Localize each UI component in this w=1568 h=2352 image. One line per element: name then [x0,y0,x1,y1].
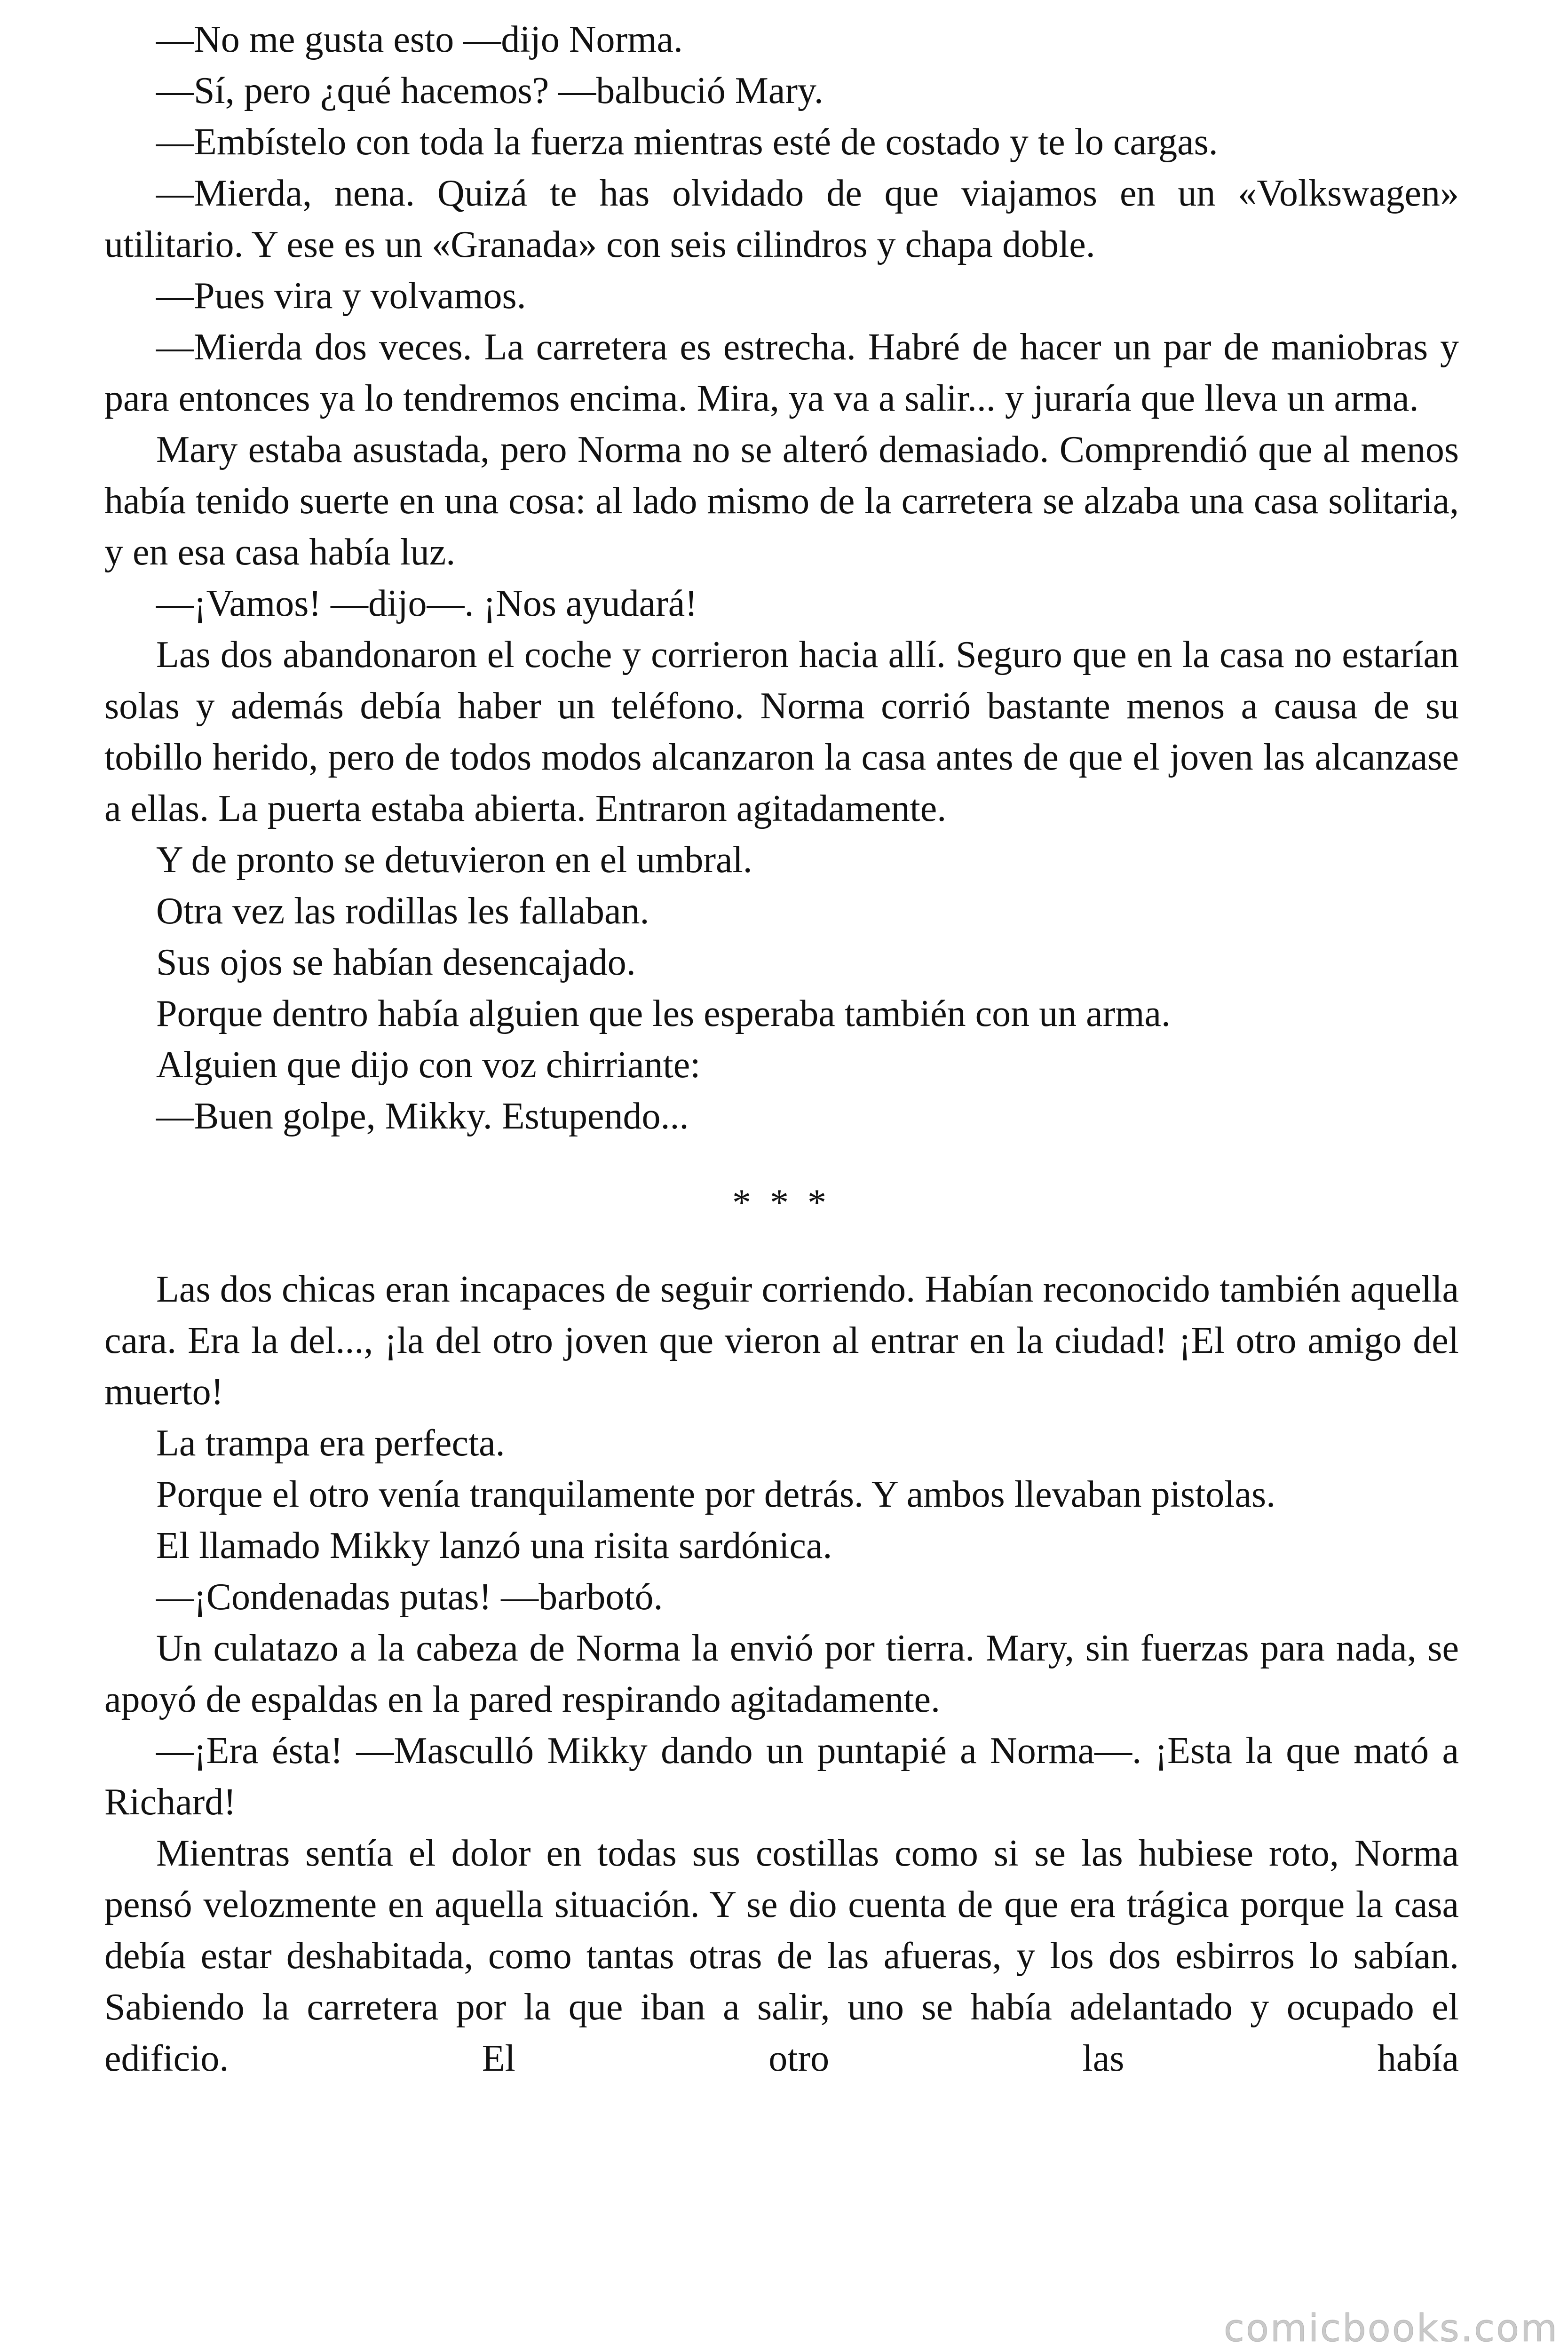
paragraph: —Buen golpe, Mikky. Estupendo... [156,1096,689,1137]
paragraph: Mary estaba asustada, pero Norma no se alteró demasiado. Comprendió que al menos había tenido suerte en una cosa: al lado mismo de la carretera se alzaba una casa solitaria, y en esa casa había luz. [104,429,1459,573]
paragraph: Alguien que dijo con voz chirriante: [156,1044,701,1086]
paragraph: El llamado Mikky lanzó una risita sardónica. [156,1525,832,1566]
section-break: * * * [732,1182,831,1224]
paragraph: —Sí, pero ¿qué hacemos? —balbució Mary. [156,70,824,111]
paragraph: Un culatazo a la cabeza de Norma la envió por tierra. Mary, sin fuerzas para nada, se apoyó de espaldas en la pared respirando agitadamente. [104,1628,1459,1720]
paragraph: Las dos chicas eran incapaces de seguir corriendo. Habían reconocido también aquella cara. Era la del..., ¡la del otro joven que vieron al entrar en la ciudad! ¡El otro amigo del muerto! [104,1269,1459,1413]
paragraph: —No me gusta esto —dijo Norma. [156,19,683,60]
watermark: comicbooks.com [1223,2306,1559,2350]
paragraph: Porque el otro venía tranquilamente por detrás. Y ambos llevaban pistolas. [156,1474,1276,1515]
paragraph: —Mierda dos veces. La carretera es estrecha. Habré de hacer un par de maniobras y para entonces ya lo tendremos encima. Mira, ya va a salir... y juraría que lleva un arma. [104,326,1459,419]
paragraph: —¡Era ésta! —Masculló Mikky dando un puntapié a Norma—. ¡Esta la que mató a Richard! [104,1730,1459,1823]
paragraph: Otra vez las rodillas les fallaban. [156,890,649,932]
paragraph: —Mierda, nena. Quizá te has olvidado de que viajamos en un «Volkswagen» utilitario. Y ese es un «Granada» con seis cilindros y chapa doble. [104,173,1459,265]
page-text [104,14,1459,2084]
paragraph: La trampa era perfecta. [156,1422,505,1464]
paragraph: Sus ojos se habían desencajado. [156,942,636,983]
paragraph: —Pues vira y volvamos. [156,275,526,317]
paragraph: —¡Condenadas putas! —barbotó. [156,1576,663,1618]
paragraph: Porque dentro había alguien que les esperaba también con un arma. [156,993,1171,1034]
paragraph: —¡Vamos! —dijo—. ¡Nos ayudará! [156,583,697,624]
paragraph: Mientras sentía el dolor en todas sus costillas como si se las hubiese roto, Norma pensó velozmente en aquella situación. Y se dio cuenta de que era trágica porque la casa debía estar deshabitada, como tantas otras de las afueras, y los dos esbirros lo sabían. Sabiendo la carretera por la que iban a salir, uno se había adelantado y ocupado el edificio. El otro las había [104,1833,1459,2079]
paragraph: Las dos abandonaron el coche y corrieron hacia allí. Seguro que en la casa no estarían solas y además debía haber un teléfono. Norma corrió bastante menos a causa de su tobillo herido, pero de todos modos alcanzaron la casa antes de que el joven las alcanzase a ellas. La puerta estaba abierta. Entraron agitadamente. [104,634,1459,829]
paragraph: —Embístelo con toda la fuerza mientras esté de costado y te lo cargas. [156,121,1218,163]
paragraph: Y de pronto se detuvieron en el umbral. [156,839,752,881]
